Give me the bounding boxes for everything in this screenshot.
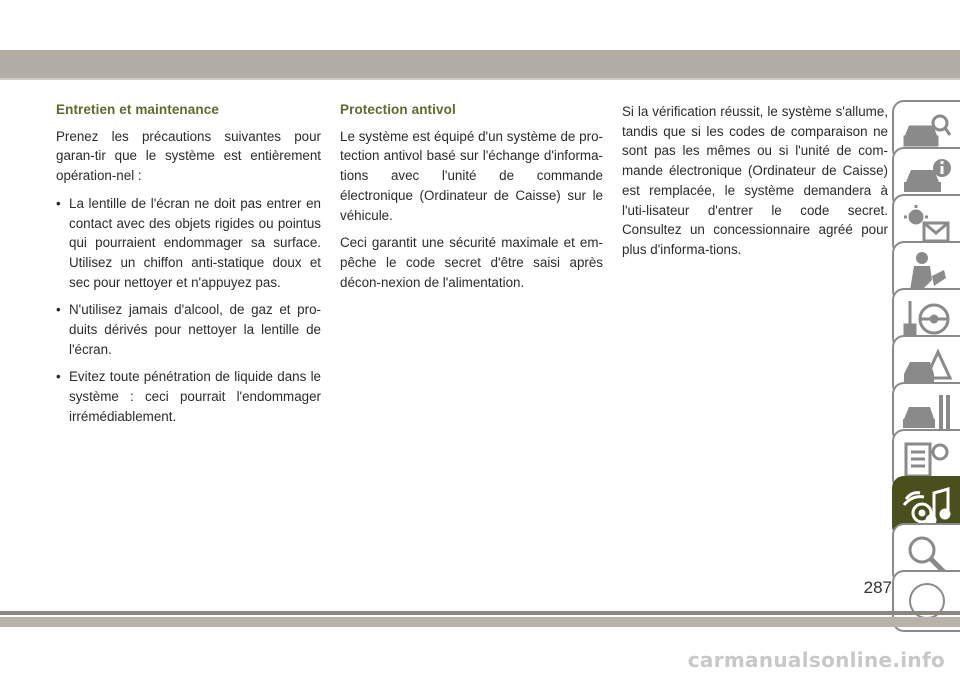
column-right [622,102,888,268]
bullet-glyph: • [56,302,61,318]
bullet-list [56,194,321,427]
bullet-glyph: • [56,195,61,211]
column-left [56,100,321,435]
column-middle [340,100,603,300]
header-band [0,50,960,78]
watermark: carmanualsonline.info [687,648,945,672]
list-item-text: La lentille de l'écran ne doit pas entrer en contact avec des objets rigides ou pointus qui pourraient endommager sa surface. Utilisez un chiffon anti-statique doux et sec pour nettoyer et n'appuyez pas. [69,195,321,290]
list-item-text: Evitez toute pénétration de liquide dans le système : ceci pourrait l'endommager irrémédiablement. [69,369,321,424]
paragraph: Ceci garantit une sécurité maximale et em-pêche le code secret d'être saisi après décon-nexion de l'alimentation. [340,235,603,290]
list-item [56,300,321,359]
page-number: 287 [863,578,892,597]
paragraph: Le système est équipé d'un système de pro-tection antivol basé sur l'échange d'informa-tions avec l'unité de commande électronique (Ordinateur de Caisse) sur le véhicule. [340,128,603,223]
footer-rule [0,611,960,615]
list-item-text: N'utilisez jamais d'alcool, de gaz et pro-duits dérivés pour nettoyer la lentille de l'écran. [69,302,321,357]
bullet-glyph: • [56,369,61,385]
paragraph: Si la vérification réussit, le système s'allume, tandis que si les codes de comparaison ne sont pas les mêmes ou si l'unité de com-mande électronique (Ordinateur de Caisse) est remplacée, le système demandera à l'uti-lisateur d'entrer le code secret. Consultez un concessionnaire agréé pour plus d'informa-tions. [622,104,888,257]
footer-band [0,617,960,627]
section-heading-maintenance: Entretien et maintenance [56,102,219,117]
intro-paragraph: Prenez les précautions suivantes pour garan-tir que le système est entièrement opération-nel : [56,128,321,184]
list-item [56,367,321,426]
header-rule [0,78,960,80]
list-item [56,194,321,293]
section-heading-antitheft: Protection antivol [340,102,456,117]
